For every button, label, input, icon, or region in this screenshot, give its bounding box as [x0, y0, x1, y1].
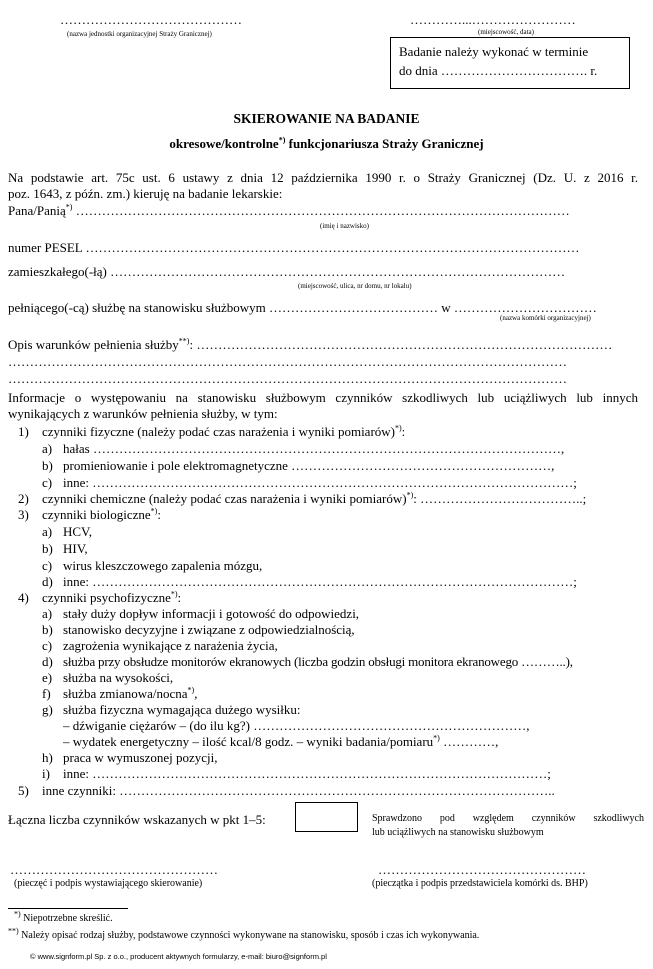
list-4b-decision: stanowisko decyzyjne i związane z odpowiedzialnością,	[63, 622, 355, 637]
unit-name-dots[interactable]: ……………………………………	[60, 12, 242, 27]
name-footnote-mark: *)	[65, 203, 73, 212]
info-line-2: wynikających z warunków pełnienia służby, w tym:	[8, 406, 278, 421]
subtitle-rest: funkcjonariusza Straży Granicznej	[285, 136, 484, 151]
place-date-caption: (miejscowość, data)	[478, 28, 534, 36]
conditions-field[interactable]	[8, 337, 638, 353]
list-3b-num: b)	[42, 541, 53, 556]
address-dots[interactable]: ……………………………………………………………………………………………	[106, 264, 566, 279]
address-caption: (miejscowość, ulica, nr domu, nr lokalu)	[298, 282, 412, 290]
document-title: SKIEROWANIE NA BADANIE	[233, 111, 420, 126]
list-3-biological: czynniki biologiczne*):	[42, 506, 161, 522]
list-4b-num: b)	[42, 622, 53, 637]
footnote-2: **) Należy opisać rodzaj służby, podstawowe czynności wykonywane na stanowisku, sposób i czas ich wykonywania.	[8, 926, 480, 941]
name-dots[interactable]: ……………………………………………………………………………………………………	[72, 203, 570, 218]
document-subtitle	[0, 136, 653, 152]
list-5-num: 5)	[18, 783, 29, 798]
info-line-1: Informacje o występowaniu na stanowisku służbowym czynników szkodliwych lub uciążliwych lub innych	[8, 390, 638, 405]
list-4g-num: g)	[42, 702, 53, 717]
list-4e-num: e)	[42, 670, 53, 685]
issuer-signature-caption: (pieczęć i podpis wystawiającego skierowanie)	[14, 878, 203, 889]
conditions-label: Opis warunków pełnienia służby	[8, 337, 179, 352]
factor-count-box[interactable]	[295, 802, 358, 832]
list-4f-num: f)	[42, 686, 51, 701]
name-label: Pana/Panią	[8, 203, 66, 218]
list-4e-height: służba na wysokości,	[63, 670, 174, 685]
service-label: pełniącego(-cą) służbę na stanowisku służbowym	[8, 300, 266, 315]
list-4g-energy[interactable]: – wydatek energetyczny – ilość kcal/8 godz. – wyniki badania/pomiaru*) …………,	[63, 734, 499, 749]
list-4c-num: c)	[42, 638, 53, 653]
list-3a-hcv: HCV,	[63, 524, 93, 539]
list-3d-num: d)	[42, 574, 53, 589]
publisher-line: © www.signform.pl Sp. z o.o., producent aktywnych formularzy, e-mail: biuro@signform.pl	[30, 952, 327, 961]
conditions-dots[interactable]: : ……………………………………………………………………………………	[189, 337, 613, 352]
pesel-dots[interactable]: ……………………………………………………………………………………………………	[82, 240, 580, 255]
list-4-num: 4)	[18, 590, 29, 605]
subtitle-footnote-mark: *)	[278, 135, 286, 145]
issuer-signature-dots[interactable]: …………………………………………	[10, 862, 218, 877]
list-4i-num: i)	[42, 766, 50, 781]
list-1-num: 1)	[18, 424, 29, 439]
list-4h-num: h)	[42, 750, 53, 765]
list-1b-num: b)	[42, 458, 53, 473]
bhp-signature-caption: (pieczątka i podpis przedstawiciela komórki ds. BHP)	[372, 878, 588, 889]
list-2-num: 2)	[18, 491, 29, 506]
pesel-label: numer PESEL	[8, 240, 83, 255]
list-4a-info: stały duży dopływ informacji i gotowość do odpowiedzi,	[63, 606, 360, 621]
list-4d-num: d)	[42, 654, 53, 669]
list-4f-shift: służba zmianowa/nocna*),	[63, 685, 198, 701]
name-caption: (imię i nazwisko)	[320, 222, 369, 230]
list-4g-lifting[interactable]: – dźwiganie ciężarów – (do ilu kg?) ………………………………………………………,	[63, 718, 530, 733]
list-4h-forced-position: praca w wymuszonej pozycji,	[63, 750, 218, 765]
list-3b-hiv: HIV,	[63, 541, 88, 556]
list-4i-other[interactable]: inne: ……………………………………………………………………………………………;	[63, 766, 551, 781]
subtitle-type: okresowe/kontrolne	[169, 136, 279, 151]
conditions-footnote-mark: **)	[178, 337, 190, 346]
list-3c-tbe: wirus kleszczowego zapalenia mózgu,	[63, 558, 263, 573]
list-1b-radiation[interactable]: promieniowanie i pole elektromagnetyczne ……………………………………………………,	[63, 458, 555, 473]
org-unit-caption: (nazwa komórki organizacyjnej)	[500, 314, 591, 322]
footnote-rule	[8, 908, 128, 909]
list-5-other-factors[interactable]: inne czynniki: ………………………………………………………………………………………..	[42, 783, 555, 798]
list-4a-num: a)	[42, 606, 53, 621]
address-label: zamieszkałego(-łą)	[8, 264, 107, 279]
list-3a-num: a)	[42, 524, 53, 539]
factor-count-label: Łączna liczba czynników wskazanych w pkt 1–5:	[8, 812, 266, 827]
list-3-num: 3)	[18, 507, 29, 522]
address-field[interactable]	[8, 264, 638, 280]
place-date-dots[interactable]: …………...……………………	[410, 12, 576, 27]
checked-line-2: lub uciążliwych na stanowisku służbowym	[372, 827, 544, 838]
checked-line-1: Sprawdzono pod względem czynników szkodliwych	[372, 813, 644, 824]
list-1-physical: czynniki fizyczne (należy podać czas narażenia i wyniki pomiarów)*):	[42, 424, 406, 439]
list-2-chemical[interactable]: czynniki chemiczne (należy podać czas narażenia i wyniki pomiarów)*): ………………………………..;	[42, 491, 587, 506]
list-3d-other[interactable]: inne: …………………………………………………………………………………………………;	[63, 574, 577, 589]
intro-line-1: Na podstawie art. 75c ust. 6 ustawy z dnia 12 października 1990 r. o Straży Granicznej (Dz. U. z 2016 r.	[8, 170, 638, 185]
list-1c-other[interactable]: inne: …………………………………………………………………………………………………;	[63, 475, 577, 490]
name-field[interactable]	[8, 203, 638, 219]
intro-line-2: poz. 1643, z późn. zm.) kieruję na badanie lekarskie:	[8, 186, 283, 201]
conditions-line-2[interactable]: …………………………………………………………………………………………………………………	[8, 354, 567, 369]
list-1a-num: a)	[42, 441, 53, 456]
bhp-signature-dots[interactable]: …………………………………………	[378, 862, 586, 877]
conditions-line-3[interactable]: …………………………………………………………………………………………………………………	[8, 371, 567, 386]
list-1a-noise[interactable]: hałas ………………………………………………………………………………………………,	[63, 441, 565, 456]
service-dots[interactable]: ………………………………… w ……………………………	[265, 300, 597, 315]
unit-name-caption: (nazwa jednostki organizacyjnej Straży Granicznej)	[67, 30, 212, 38]
list-4d-monitors[interactable]: służba przy obsłudze monitorów ekranowych (liczba godzin obsługi monitora ekranowego ………..),	[63, 654, 573, 669]
deadline-line-2[interactable]: do dnia ……………………………. r.	[399, 63, 598, 78]
pesel-field[interactable]	[8, 240, 638, 256]
deadline-line-1: Badanie należy wykonać w terminie	[399, 44, 589, 59]
list-4c-danger: zagrożenia wynikające z narażenia życia,	[63, 638, 278, 653]
list-4g-physical-effort: służba fizyczna wymagająca dużego wysiłku:	[63, 702, 301, 717]
deadline-box	[390, 37, 630, 89]
footnote-1: *) Niepotrzebne skreślić.	[14, 909, 113, 924]
list-1c-num: c)	[42, 475, 53, 490]
list-3c-num: c)	[42, 558, 53, 573]
list-4-psychophysical: czynniki psychofizyczne*):	[42, 589, 182, 605]
